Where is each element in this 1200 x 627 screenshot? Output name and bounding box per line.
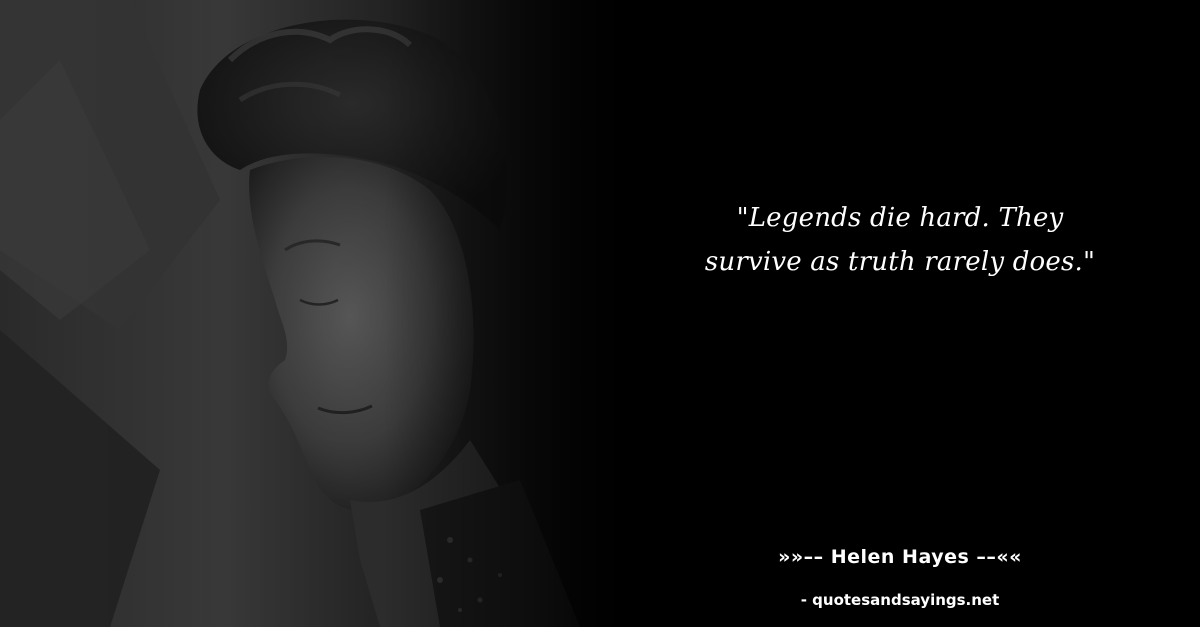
quote-text: "Legends die hard. They survive as truth rarely does." bbox=[704, 203, 1096, 277]
author-attribution: »»–– Helen Hayes ––«« bbox=[778, 546, 1022, 568]
site-credit: - quotesandsayings.net bbox=[800, 591, 1000, 609]
